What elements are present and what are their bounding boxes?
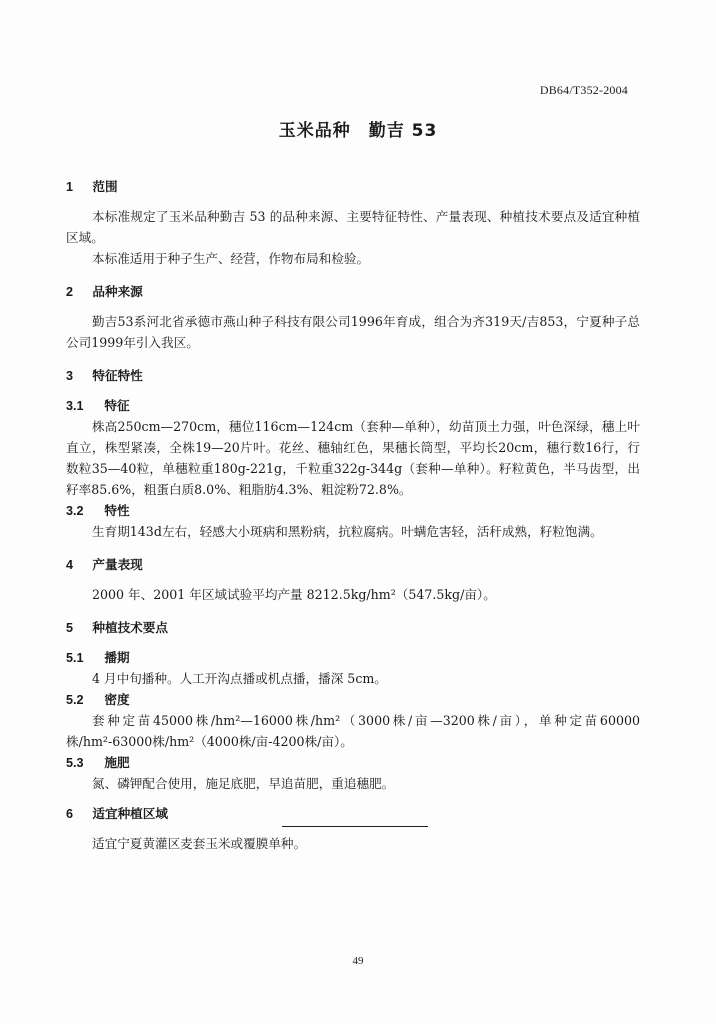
page-number: 49 [352,955,364,967]
subsection-number: 5.3 [66,756,84,770]
subsection-title: 播期 [104,650,130,665]
paragraph: 本标准适用于种子生产、经营，作物布局和检验。 [92,251,370,266]
section-number: 1 [66,180,74,194]
section-title: 适宜种植区域 [92,806,168,821]
document-body [66,176,640,854]
section-number: 5 [66,621,74,635]
subsection-heading-density [66,689,640,710]
section-heading-cultivation [66,617,640,638]
section-number: 6 [66,807,74,821]
section-heading-scope [66,176,640,197]
subsection-number: 3.2 [66,504,84,518]
paragraph: 株高250cm—270cm，穗位116cm—124cm（套种—单种），幼苗顶土力强，叶色深绿，穗上叶直立，株型紧凑，全株19—20片叶。花丝、穗轴红色，果穗长筒型，平均长20cm，穗行数16行，行数粒35—40粒，单穗粒重180g-221g，千粒重322g-344g（套种—单种）。籽粒黄色，半马齿型，出籽率85.6%，粗蛋白质8.0%、粗脂肪4.3%、粗淀粉72.8%。 [66,419,640,497]
section-title: 特征特性 [92,368,143,383]
subsection-number: 5.1 [66,651,84,665]
subsection-heading-sowing [66,647,640,668]
section-title: 品种来源 [92,284,143,299]
subsection-title: 密度 [104,692,130,707]
paragraph: 勤吉53系河北省承德市燕山种子科技有限公司1996年育成，组合为齐319天/吉853，宁夏种子总公司1999年引入我区。 [66,314,640,350]
document-title: 玉米品种 勤吉 53 [278,121,438,141]
subsection-heading-traits [66,500,640,521]
paragraph: 套种定苗45000株/hm²—16000株/hm²（3000株/亩—3200株/亩），单种定苗60000株/hm²-63000株/hm²（4000株/亩-4200株/亩）。 [66,713,640,749]
section-heading-characteristics [66,365,640,386]
section-title: 范围 [92,179,118,194]
subsection-heading-fertilizing [66,752,640,773]
subsection-number: 3.1 [66,399,84,413]
paragraph: 氮、磷钾配合使用，施足底肥，早追苗肥，重追穗肥。 [92,776,395,791]
subsection-title: 施肥 [104,755,130,770]
section-title: 产量表现 [92,557,143,572]
paragraph: 适宜宁夏黄灌区麦套玉米或覆膜单种。 [92,836,307,851]
section-heading-origin [66,281,640,302]
end-rule [282,826,428,827]
subsection-heading-features [66,395,640,416]
paragraph: 本标准规定了玉米品种勤吉 53 的品种来源、主要特征特性、产量表现、种植技术要点及适宜种植区域。 [66,209,640,245]
section-title: 种植技术要点 [92,620,168,635]
section-heading-yield [66,554,640,575]
section-heading-region [66,803,640,824]
standard-code: DB64/T352-2004 [539,83,628,97]
subsection-number: 5.2 [66,693,84,707]
paragraph: 生育期143d左右，轻感大小斑病和黑粉病，抗粒腐病。叶螨危害轻，活秆成熟，籽粒饱满。 [92,524,603,539]
section-number: 2 [66,285,74,299]
paragraph: 2000 年、2001 年区域试验平均产量 8212.5kg/hm²（547.5kg/亩）。 [92,587,496,602]
section-number: 3 [66,369,74,383]
paragraph: 4 月中旬播种。人工开沟点播或机点播，播深 5cm。 [92,671,387,686]
section-number: 4 [66,558,74,572]
subsection-title: 特性 [104,503,130,518]
subsection-title: 特征 [104,398,130,413]
